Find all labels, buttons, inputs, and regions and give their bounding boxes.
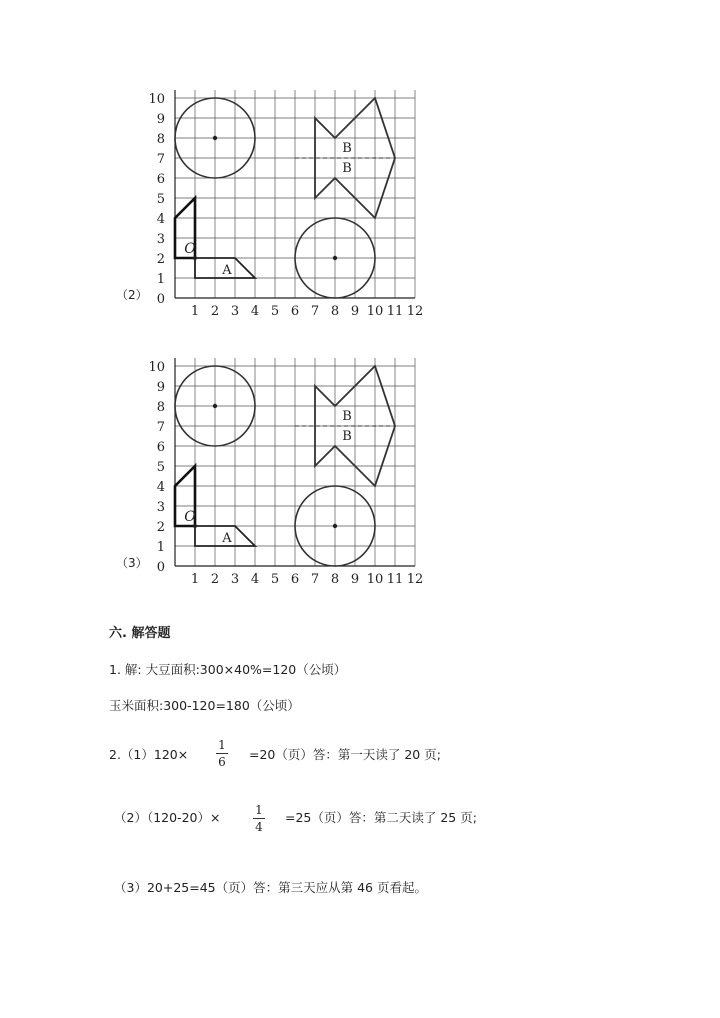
x-tick-label: 11 (386, 304, 404, 319)
x-tick-label: 4 (250, 572, 260, 587)
y-tick-label: 4 (156, 212, 165, 227)
circle-lower-right-center-dot (333, 256, 337, 260)
y-tick-label: 0 (156, 560, 165, 575)
fraction-one-quarter (251, 803, 267, 834)
y-tick-label: 10 (148, 360, 165, 375)
y-tick-label: 10 (148, 92, 165, 107)
x-tick-label: 8 (330, 304, 340, 319)
shape-b-label-lower: B (342, 161, 352, 176)
figure-2-label: （2） (116, 288, 148, 302)
y-tick-label: 2 (156, 520, 165, 535)
circle-upper-left-center-dot (213, 404, 217, 408)
fraction-denominator: 4 (255, 820, 263, 834)
y-tick-label: 0 (156, 292, 165, 307)
fraction-denominator: 6 (218, 755, 226, 769)
shape-b-label-upper: B (342, 141, 352, 156)
x-tick-label: 6 (290, 304, 300, 319)
figure-3-label: （3） (116, 556, 148, 570)
x-tick-label: 12 (406, 304, 424, 319)
x-tick-label: 5 (270, 572, 280, 587)
x-tick-label: 9 (350, 304, 360, 319)
x-tick-label: 1 (190, 304, 200, 319)
x-tick-label: 11 (386, 572, 404, 587)
circle-lower-right-center-dot (333, 524, 337, 528)
x-tick-label: 7 (310, 572, 320, 587)
answer-1-line-1: 1. 解: 大豆面积:300×40%=120（公顷） (109, 662, 347, 677)
coordinate-grid-figure-3 (100, 356, 440, 586)
y-tick-label: 3 (156, 232, 165, 247)
x-tick-label: 10 (366, 304, 384, 319)
y-tick-label: 8 (156, 132, 165, 147)
shape-a-label: A (222, 263, 232, 278)
shape-b-label-lower: B (342, 429, 352, 444)
fraction-bar (216, 753, 228, 754)
y-tick-label: 6 (156, 440, 165, 455)
circle-upper-left-center-dot (213, 136, 217, 140)
y-tick-label: 4 (156, 480, 165, 495)
y-tick-label: 1 (156, 272, 165, 287)
answer-2-part-2-prefix: （2）（120-20）× (114, 810, 221, 825)
x-tick-label: 2 (210, 572, 220, 587)
y-tick-label: 2 (156, 252, 165, 267)
shape-a-label: A (222, 531, 232, 546)
y-tick-label: 6 (156, 172, 165, 187)
coordinate-grid-figure-2 (100, 88, 440, 318)
x-tick-label: 9 (350, 572, 360, 587)
x-tick-label: 1 (190, 572, 200, 587)
point-o-label: O (184, 241, 196, 257)
point-o-label: O (184, 509, 196, 525)
y-tick-label: 9 (156, 112, 165, 127)
shape-b-label-upper: B (342, 409, 352, 424)
answer-2-part-2-suffix: =25（页）答：第二天读了 25 页; (285, 810, 477, 825)
fraction-numerator: 1 (218, 738, 226, 752)
section-title: 六. 解答题 (109, 626, 171, 641)
fraction-bar (253, 818, 265, 819)
y-tick-label: 7 (156, 420, 165, 435)
y-tick-label: 1 (156, 540, 165, 555)
x-tick-label: 6 (290, 572, 300, 587)
x-tick-label: 10 (366, 572, 384, 587)
answer-2-part-3: （3）20+25=45（页）答：第三天应从第 46 页看起。 (114, 880, 427, 895)
fraction-one-sixth (214, 738, 230, 769)
y-tick-label: 9 (156, 380, 165, 395)
x-tick-label: 12 (406, 572, 424, 587)
x-tick-label: 2 (210, 304, 220, 319)
x-tick-label: 8 (330, 572, 340, 587)
y-tick-label: 3 (156, 500, 165, 515)
answer-1-line-2: 玉米面积:300-120=180（公顷） (109, 698, 300, 713)
answer-2-part-1-prefix: 2.（1）120× (109, 747, 189, 762)
x-tick-label: 3 (230, 572, 240, 587)
y-tick-label: 7 (156, 152, 165, 167)
y-tick-label: 5 (156, 192, 165, 207)
y-tick-label: 5 (156, 460, 165, 475)
x-tick-label: 3 (230, 304, 240, 319)
y-tick-label: 8 (156, 400, 165, 415)
x-tick-label: 5 (270, 304, 280, 319)
answer-2-part-1-suffix: =20（页）答：第一天读了 20 页; (249, 747, 441, 762)
fraction-numerator: 1 (255, 803, 263, 817)
x-tick-label: 7 (310, 304, 320, 319)
x-tick-label: 4 (250, 304, 260, 319)
